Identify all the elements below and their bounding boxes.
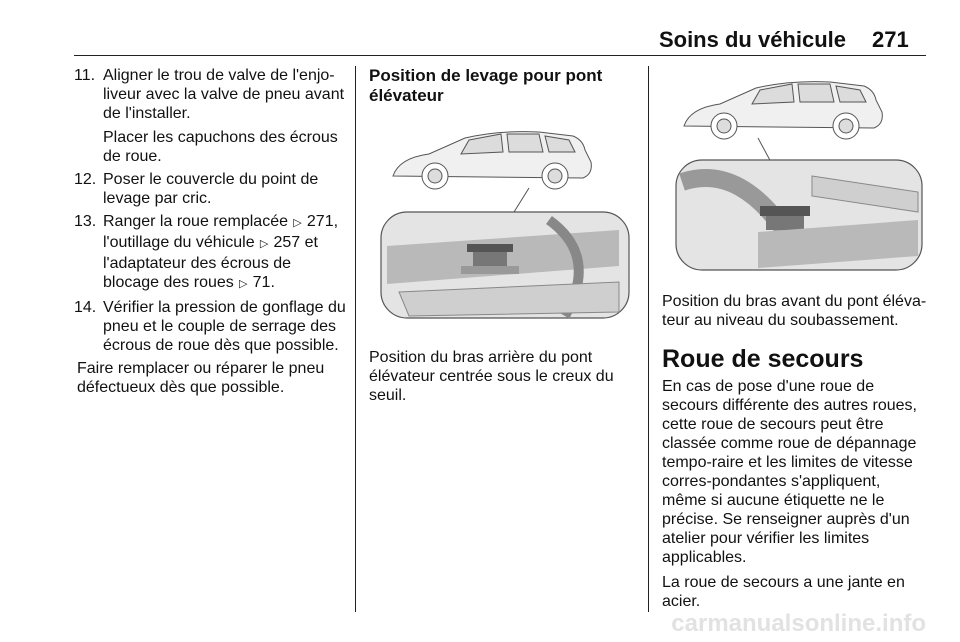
item-text: Vérifier la pression de gonflage du pneu et le couple de serrage des écrous de roue dès que possible. [103,299,346,354]
item-text: Aligner le trou de valve de l'enjo-liveur avec la valve de pneu avant de l'installer. [103,67,345,122]
column-right [662,66,928,611]
item-number: 14. [74,299,97,316]
triangle-right-icon: ▷ [293,217,302,229]
page-header-title: Soins du véhicule [658,27,846,52]
list-item [74,66,346,166]
triangle-right-icon: ▷ [238,278,248,290]
page-reference: 271, [306,213,339,230]
list-item [74,212,346,294]
figure-caption: Position du bras arrière du pont élévateur centrée sous le creux du seuil. [369,349,614,404]
item-text: Poser le couvercle du point de levage par cric. [103,171,319,207]
column-divider [355,66,356,612]
item-number: 11. [74,67,96,84]
triangle-right-icon: ▷ [259,238,269,250]
page-number: 271 [872,27,909,52]
watermark: carmanualsonline.info [671,610,926,637]
page-reference: 71. [252,274,275,291]
page-reference: 257 et [273,234,318,251]
body-paragraph: En cas de pose d'une roue de secours différente des autres roues, cette roue de secours peut être classée comme roue de dépannage tempo-raire et les limites de vitesse corres-pondantes s'appliquent, même si aucune étiquette ne le précise. Se renseigner auprès d'un atelier pour vérifier les limites applicables. [662,378,917,566]
list-item [74,170,346,208]
item-subtext: Placer les capuchons des écrous de roue. [103,129,338,165]
item-number: 12. [74,171,97,188]
list-item [74,298,346,355]
column-middle [369,66,635,405]
rear-lift-arm-illustration [369,116,635,332]
zoom-inset [381,212,629,318]
item-number: 13. [74,213,97,230]
item-text: Ranger la roue remplacée [103,213,293,230]
column-divider [648,66,649,612]
header-divider [74,55,926,56]
item-text: l'outillage du véhicule [103,234,260,251]
column-left [74,66,346,397]
body-paragraph: La roue de secours a une jante en acier. [662,574,905,610]
figure-caption: Position du bras avant du pont éléva-teur au niveau du soubassement. [662,293,927,329]
section-heading: Position de levage pour pont élévateur [369,66,603,105]
front-lift-arm-illustration [662,66,928,276]
section-heading: Roue de secours [662,345,864,373]
item-text: l'adaptateur des écrous de blocage des roues [103,255,292,291]
zoom-inset [676,160,922,270]
body-paragraph: Faire remplacer ou réparer le pneu défectueux dès que possible. [77,360,325,396]
